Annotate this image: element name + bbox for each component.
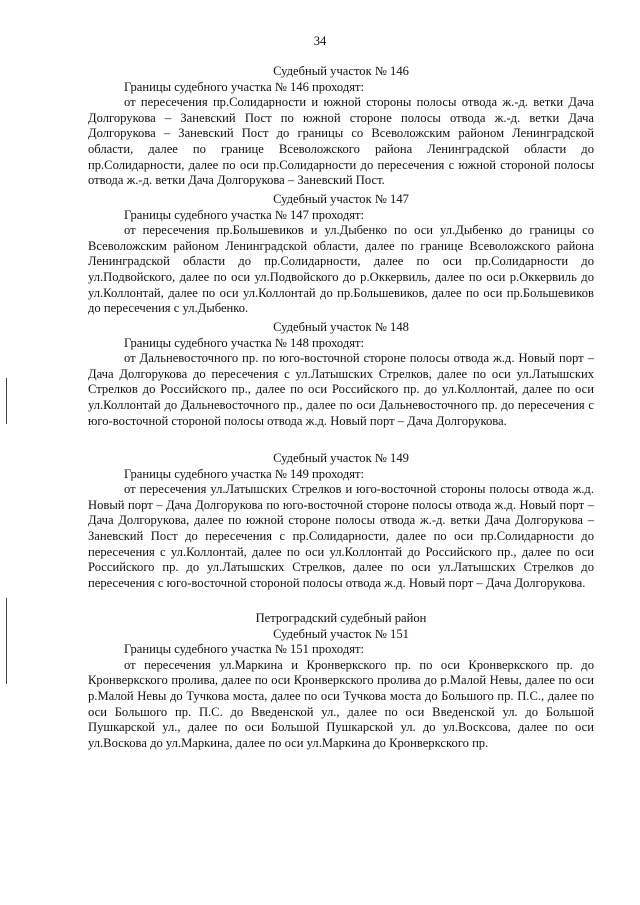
section-lead: Границы судебного участка № 148 проходят: bbox=[124, 335, 365, 350]
section-148 bbox=[88, 320, 594, 429]
page-number: 34 bbox=[313, 34, 327, 48]
section-body: от пересечения пр.Солидарности и южной стороны полосы отвода ж.-д. ветки Дача Долгорукова – Заневский Пост по южной стороне полосы отвода ж.-д. ветки Дача Долгорукова – Заневский Пост до границы со Всеволожским районом Ленинградской области, далее по границе Всеволожского района Ленинградской области до пр.Солидарности, далее по оси пр.Солидарности до пересечения с южной стороной полосы отвода ж.-д. ветки Дача Долгорукова – Заневский Пост. bbox=[88, 95, 594, 188]
section-151 bbox=[88, 611, 594, 751]
section-lead: Границы судебного участка № 146 проходят: bbox=[124, 79, 365, 94]
scan-margin-line bbox=[6, 378, 7, 424]
section-body: от пересечения ул.Латышских Стрелков и юго-восточной стороны полосы отвода ж.д. Новый порт – Дача Долгорукова по юго-восточной стороне полосы отвода ж.д. Новый порт – Дача Долгорукова, далее по южной стороне полосы отвода ж.-д. ветки Дача Долгорукова – Заневский Пост до пересечения с пр.Солидарности, далее по оси пр.Солидарности до пересечения с ул.Коллонтай, далее по оси ул.Коллонтай до Российского пр., далее по оси Российского пр. до ул.Латышских Стрелков, далее по оси ул.Латышских Стрелков до пересечения с юго-восточной стороной полосы отвода ж.д. Новый порт – Дача Долгорукова. bbox=[88, 482, 594, 590]
section-lead: Границы судебного участка № 151 проходят: bbox=[124, 642, 365, 657]
section-149 bbox=[88, 451, 594, 591]
section-lead: Границы судебного участка № 149 проходят: bbox=[124, 466, 365, 481]
section-title: Судебный участок № 149 bbox=[273, 451, 409, 465]
section-body: от пересечения ул.Маркина и Кронверкского пр. по оси Кронверкского пр. до Кронверкского пролива, далее по оси Кронверкского пролива до р.Малой Невы, далее по оси р.Малой Невы до Тучкова моста, далее по оси Тучкова моста до Большого пр. П.С., далее по оси Большого пр. П.С. до Введенской ул., далее по оси Введенской ул. до Большой Пушкарской ул., далее по оси Большой Пушкарской ул. до ул.Восксова, далее по оси ул.Воскова до ул.Маркина, далее по оси ул.Маркина до Кронверкского пр. bbox=[88, 657, 594, 750]
scan-margin-line bbox=[6, 598, 7, 684]
section-body: от Дальневосточного пр. по юго-восточной стороне полосы отвода ж.д. Новый порт – Дача Долгорукова до пересечения с ул.Латышских Стрелков, далее по оси ул.Латышских Стрелков до Российского пр., далее по оси Российского пр. до ул.Коллонтай, далее по оси ул.Коллонтай до Дальневосточного пр., далее по оси Дальневосточного пр. до пересечения с юго-восточной стороной полосы отвода ж.д. Новый порт – Дача Долгорукова. bbox=[88, 351, 594, 428]
section-147 bbox=[88, 192, 594, 317]
section-title: Судебный участок № 147 bbox=[273, 192, 409, 206]
section-title: Судебный участок № 146 bbox=[273, 64, 409, 78]
section-title: Судебный участок № 148 bbox=[273, 320, 409, 334]
section-146 bbox=[88, 64, 594, 189]
section-lead: Границы судебного участка № 147 проходят: bbox=[124, 207, 365, 222]
section-body: от пересечения пр.Большевиков и ул.Дыбенко по оси ул.Дыбенко до границы со Всеволожским районом Ленинградской области, далее по границе Всеволожского района Ленинградской области до пр.Солидарности, далее по оси пр.Солидарности до ул.Подвойского, далее по оси ул.Подвойского до р.Оккервиль, далее по оси р.Оккервиль до ул.Коллонтай, далее по оси ул.Коллонтай до пр.Большевиков, далее по оси пр.Большевиков до пересечения с ул.Дыбенко. bbox=[88, 223, 594, 316]
district-name: Петроградский судебный район bbox=[255, 611, 427, 625]
section-title: Судебный участок № 151 bbox=[273, 626, 409, 641]
